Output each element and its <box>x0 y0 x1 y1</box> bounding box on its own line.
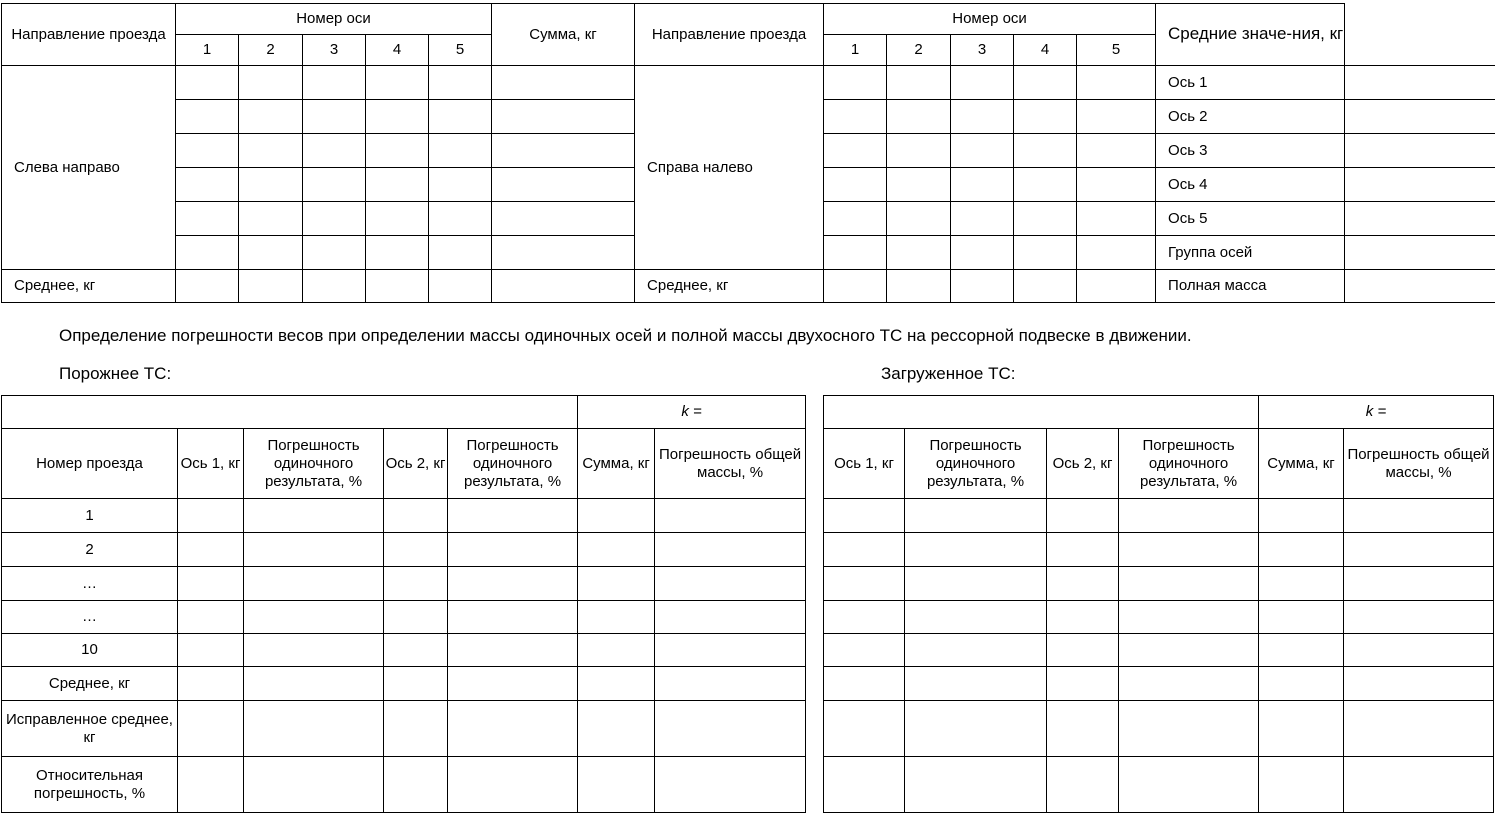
value-cell[interactable] <box>448 701 578 757</box>
value-cell[interactable] <box>1119 499 1259 533</box>
value-cell[interactable] <box>887 100 951 134</box>
value-cell[interactable] <box>951 270 1014 303</box>
value-cell[interactable] <box>1259 667 1344 701</box>
value-cell[interactable] <box>303 134 366 168</box>
value-cell[interactable] <box>824 100 887 134</box>
value-cell[interactable] <box>1014 134 1077 168</box>
value-cell[interactable] <box>303 270 366 303</box>
direction-header: Направление проезда <box>2 4 176 66</box>
pass-row-label: Исправленное среднее, кг <box>2 701 178 757</box>
value-cell[interactable] <box>1077 270 1156 303</box>
value-cell[interactable] <box>176 202 239 236</box>
value-cell[interactable] <box>887 236 951 270</box>
description-paragraph: Определение погрешности весов при определении массы одиночных осей и полной массы двухосного ТС на рессорной подвеске в движении. <box>59 326 1192 345</box>
value-cell[interactable] <box>1077 134 1156 168</box>
value-cell[interactable] <box>492 270 635 303</box>
value-cell[interactable] <box>824 533 905 567</box>
value-cell[interactable] <box>1344 757 1494 813</box>
axle-col: 5 <box>429 35 492 66</box>
value-cell[interactable] <box>1259 701 1344 757</box>
value-cell[interactable] <box>1077 168 1156 202</box>
value-cell[interactable] <box>244 667 384 701</box>
value-cell[interactable] <box>178 533 244 567</box>
value-cell[interactable] <box>1119 701 1259 757</box>
value-cell[interactable] <box>239 66 303 100</box>
average-right-label: Среднее, кг <box>635 270 824 303</box>
value-cell[interactable] <box>239 236 303 270</box>
value-cell[interactable] <box>655 533 806 567</box>
axle-col: 2 <box>887 35 951 66</box>
value-cell[interactable] <box>887 66 951 100</box>
value-cell[interactable] <box>178 567 244 601</box>
value-cell[interactable] <box>1077 202 1156 236</box>
value-cell[interactable] <box>905 757 1047 813</box>
avg-value-cell[interactable] <box>1345 134 1495 168</box>
axle-col: 2 <box>239 35 303 66</box>
value-cell[interactable] <box>1344 567 1494 601</box>
axle-col: 3 <box>951 35 1014 66</box>
value-cell[interactable] <box>303 202 366 236</box>
value-cell[interactable] <box>951 134 1014 168</box>
value-cell[interactable] <box>824 701 905 757</box>
value-cell[interactable] <box>384 634 448 667</box>
sum-header: Сумма, кг <box>578 429 655 499</box>
value-cell[interactable] <box>176 66 239 100</box>
value-cell[interactable] <box>384 533 448 567</box>
value-cell[interactable] <box>366 202 429 236</box>
avg-row-label: Ось 2 <box>1156 100 1345 134</box>
avg-row-label: Ось 4 <box>1156 168 1345 202</box>
axle1-header: Ось 1, кг <box>178 429 244 499</box>
value-cell[interactable] <box>176 236 239 270</box>
value-cell[interactable] <box>448 634 578 667</box>
average-left-label: Среднее, кг <box>2 270 176 303</box>
err-single-header: Погрешность одиночного результата, % <box>244 429 384 499</box>
err-total-header: Погрешность общей массы, % <box>655 429 806 499</box>
pass-number-header: Номер проезда <box>2 429 178 499</box>
value-cell[interactable] <box>1119 667 1259 701</box>
value-cell[interactable] <box>366 168 429 202</box>
value-cell[interactable] <box>178 601 244 634</box>
value-cell[interactable] <box>1047 567 1119 601</box>
value-cell[interactable] <box>1047 634 1119 667</box>
value-cell[interactable] <box>655 701 806 757</box>
loaded-vehicle-table <box>823 395 1494 813</box>
right-to-left-label: Справа налево <box>635 66 824 270</box>
value-cell[interactable] <box>887 134 951 168</box>
value-cell[interactable] <box>905 701 1047 757</box>
value-cell[interactable] <box>1047 533 1119 567</box>
avg-row-label: Группа осей <box>1156 236 1345 270</box>
value-cell[interactable] <box>178 701 244 757</box>
err-single-2-header: Погрешность одиночного результата, % <box>1119 429 1259 499</box>
blank-cell <box>1345 4 1495 66</box>
value-cell[interactable] <box>429 270 492 303</box>
value-cell[interactable] <box>578 601 655 634</box>
value-cell[interactable] <box>244 757 384 813</box>
value-cell[interactable] <box>366 66 429 100</box>
empty-vehicle-label: Порожнее ТС: <box>59 364 172 383</box>
value-cell[interactable] <box>1119 601 1259 634</box>
avg-row-label: Полная масса <box>1156 270 1345 303</box>
value-cell[interactable] <box>1014 270 1077 303</box>
loaded-vehicle-label: Загруженное ТС: <box>881 364 1016 383</box>
value-cell[interactable] <box>887 202 951 236</box>
k-coefficient-label: k = <box>1259 396 1494 429</box>
axle2-header: Ось 2, кг <box>384 429 448 499</box>
value-cell[interactable] <box>1077 236 1156 270</box>
value-cell[interactable] <box>905 634 1047 667</box>
value-cell[interactable] <box>1344 667 1494 701</box>
value-cell[interactable] <box>384 667 448 701</box>
value-cell[interactable] <box>239 202 303 236</box>
value-cell[interactable] <box>448 499 578 533</box>
value-cell[interactable] <box>655 601 806 634</box>
blank-header-cell <box>2 396 578 429</box>
axle-col: 4 <box>366 35 429 66</box>
avg-value-cell[interactable] <box>1345 270 1495 303</box>
value-cell[interactable] <box>824 567 905 601</box>
value-cell[interactable] <box>1344 533 1494 567</box>
value-cell[interactable] <box>366 270 429 303</box>
value-cell[interactable] <box>239 134 303 168</box>
empty-vehicle-table <box>1 395 806 813</box>
value-cell[interactable] <box>1014 202 1077 236</box>
value-cell[interactable] <box>1259 533 1344 567</box>
value-cell[interactable] <box>578 667 655 701</box>
value-cell[interactable] <box>1344 634 1494 667</box>
pass-row-label: 2 <box>2 533 178 567</box>
value-cell[interactable] <box>578 567 655 601</box>
value-cell[interactable] <box>1047 757 1119 813</box>
value-cell[interactable] <box>824 134 887 168</box>
avg-row-label: Ось 3 <box>1156 134 1345 168</box>
value-cell[interactable] <box>492 100 635 134</box>
value-cell[interactable] <box>824 236 887 270</box>
value-cell[interactable] <box>366 236 429 270</box>
pass-row-label: 10 <box>2 634 178 667</box>
value-cell[interactable] <box>1047 667 1119 701</box>
value-cell[interactable] <box>429 134 492 168</box>
value-cell[interactable] <box>824 66 887 100</box>
value-cell[interactable] <box>239 100 303 134</box>
axle-number-header: Номер оси <box>176 4 492 35</box>
value-cell[interactable] <box>655 567 806 601</box>
value-cell[interactable] <box>578 701 655 757</box>
k-coefficient-label: k = <box>578 396 806 429</box>
value-cell[interactable] <box>951 168 1014 202</box>
err-single-2-header: Погрешность одиночного результата, % <box>448 429 578 499</box>
pass-row-label: Среднее, кг <box>2 667 178 701</box>
value-cell[interactable] <box>824 499 905 533</box>
value-cell[interactable] <box>824 667 905 701</box>
value-cell[interactable] <box>384 601 448 634</box>
value-cell[interactable] <box>905 667 1047 701</box>
value-cell[interactable] <box>578 499 655 533</box>
value-cell[interactable] <box>655 634 806 667</box>
value-cell[interactable] <box>1344 701 1494 757</box>
value-cell[interactable] <box>951 100 1014 134</box>
value-cell[interactable] <box>905 601 1047 634</box>
value-cell[interactable] <box>951 202 1014 236</box>
value-cell[interactable] <box>578 757 655 813</box>
value-cell[interactable] <box>492 236 635 270</box>
value-cell[interactable] <box>429 66 492 100</box>
value-cell[interactable] <box>303 168 366 202</box>
value-cell[interactable] <box>384 499 448 533</box>
value-cell[interactable] <box>1119 634 1259 667</box>
value-cell[interactable] <box>176 270 239 303</box>
value-cell[interactable] <box>1014 168 1077 202</box>
value-cell[interactable] <box>655 499 806 533</box>
value-cell[interactable] <box>1047 499 1119 533</box>
value-cell[interactable] <box>1259 601 1344 634</box>
axle-measurement-table <box>1 3 1495 303</box>
direction-header-2: Направление проезда <box>635 4 824 66</box>
value-cell[interactable] <box>1259 567 1344 601</box>
avg-value-cell[interactable] <box>1345 100 1495 134</box>
value-cell[interactable] <box>1119 533 1259 567</box>
axle1-header: Ось 1, кг <box>824 429 905 499</box>
value-cell[interactable] <box>429 100 492 134</box>
axle-number-header-2: Номер оси <box>824 4 1156 35</box>
value-cell[interactable] <box>1014 66 1077 100</box>
value-cell[interactable] <box>448 757 578 813</box>
value-cell[interactable] <box>1077 66 1156 100</box>
avg-value-cell[interactable] <box>1345 202 1495 236</box>
value-cell[interactable] <box>448 601 578 634</box>
value-cell[interactable] <box>1259 499 1344 533</box>
value-cell[interactable] <box>384 701 448 757</box>
value-cell[interactable] <box>178 667 244 701</box>
value-cell[interactable] <box>905 567 1047 601</box>
value-cell[interactable] <box>887 168 951 202</box>
value-cell[interactable] <box>1259 757 1344 813</box>
value-cell[interactable] <box>578 634 655 667</box>
value-cell[interactable] <box>244 533 384 567</box>
pass-row-label: Относительная погрешность, % <box>2 757 178 813</box>
value-cell[interactable] <box>303 66 366 100</box>
value-cell[interactable] <box>1014 100 1077 134</box>
axle-col: 1 <box>824 35 887 66</box>
axle2-header: Ось 2, кг <box>1047 429 1119 499</box>
value-cell[interactable] <box>1077 100 1156 134</box>
pass-row-label: 1 <box>2 499 178 533</box>
value-cell[interactable] <box>951 66 1014 100</box>
value-cell[interactable] <box>178 634 244 667</box>
value-cell[interactable] <box>1047 601 1119 634</box>
value-cell[interactable] <box>303 100 366 134</box>
value-cell[interactable] <box>448 667 578 701</box>
blank-header-cell <box>824 396 1259 429</box>
value-cell[interactable] <box>429 168 492 202</box>
value-cell[interactable] <box>178 499 244 533</box>
avg-value-cell[interactable] <box>1345 66 1495 100</box>
value-cell[interactable] <box>384 757 448 813</box>
value-cell[interactable] <box>244 567 384 601</box>
value-cell[interactable] <box>824 168 887 202</box>
value-cell[interactable] <box>824 634 905 667</box>
value-cell[interactable] <box>492 66 635 100</box>
value-cell[interactable] <box>366 100 429 134</box>
sum-header: Сумма, кг <box>1259 429 1344 499</box>
value-cell[interactable] <box>655 757 806 813</box>
axle-col: 3 <box>303 35 366 66</box>
value-cell[interactable] <box>239 270 303 303</box>
value-cell[interactable] <box>176 134 239 168</box>
value-cell[interactable] <box>239 168 303 202</box>
value-cell[interactable] <box>1259 634 1344 667</box>
value-cell[interactable] <box>366 134 429 168</box>
value-cell[interactable] <box>1344 601 1494 634</box>
value-cell[interactable] <box>303 236 366 270</box>
err-total-header: Погрешность общей массы, % <box>1344 429 1494 499</box>
value-cell[interactable] <box>1047 701 1119 757</box>
value-cell[interactable] <box>429 202 492 236</box>
value-cell[interactable] <box>887 270 951 303</box>
value-cell[interactable] <box>448 567 578 601</box>
value-cell[interactable] <box>655 667 806 701</box>
left-to-right-label: Слева направо <box>2 66 176 270</box>
avg-value-cell[interactable] <box>1345 236 1495 270</box>
value-cell[interactable] <box>178 757 244 813</box>
sum-header: Сумма, кг <box>492 4 635 66</box>
value-cell[interactable] <box>951 236 1014 270</box>
value-cell[interactable] <box>1014 236 1077 270</box>
value-cell[interactable] <box>905 533 1047 567</box>
value-cell[interactable] <box>578 533 655 567</box>
value-cell[interactable] <box>492 134 635 168</box>
axle-col: 5 <box>1077 35 1156 66</box>
value-cell[interactable] <box>492 168 635 202</box>
value-cell[interactable] <box>1119 567 1259 601</box>
avg-value-cell[interactable] <box>1345 168 1495 202</box>
value-cell[interactable] <box>824 601 905 634</box>
pass-row-label: … <box>2 567 178 601</box>
avg-header: Средние значе-ния, кг <box>1156 4 1345 66</box>
avg-row-label: Ось 1 <box>1156 66 1345 100</box>
value-cell[interactable] <box>244 701 384 757</box>
axle-col: 4 <box>1014 35 1077 66</box>
axle-col: 1 <box>176 35 239 66</box>
value-cell[interactable] <box>244 499 384 533</box>
value-cell[interactable] <box>384 567 448 601</box>
value-cell[interactable] <box>824 270 887 303</box>
avg-row-label: Ось 5 <box>1156 202 1345 236</box>
value-cell[interactable] <box>429 236 492 270</box>
value-cell[interactable] <box>824 202 887 236</box>
value-cell[interactable] <box>905 499 1047 533</box>
value-cell[interactable] <box>244 634 384 667</box>
value-cell[interactable] <box>244 601 384 634</box>
err-single-header: Погрешность одиночного результата, % <box>905 429 1047 499</box>
value-cell[interactable] <box>176 168 239 202</box>
value-cell[interactable] <box>176 100 239 134</box>
value-cell[interactable] <box>824 757 905 813</box>
value-cell[interactable] <box>1119 757 1259 813</box>
value-cell[interactable] <box>492 202 635 236</box>
pass-row-label: … <box>2 601 178 634</box>
value-cell[interactable] <box>448 533 578 567</box>
value-cell[interactable] <box>1344 499 1494 533</box>
